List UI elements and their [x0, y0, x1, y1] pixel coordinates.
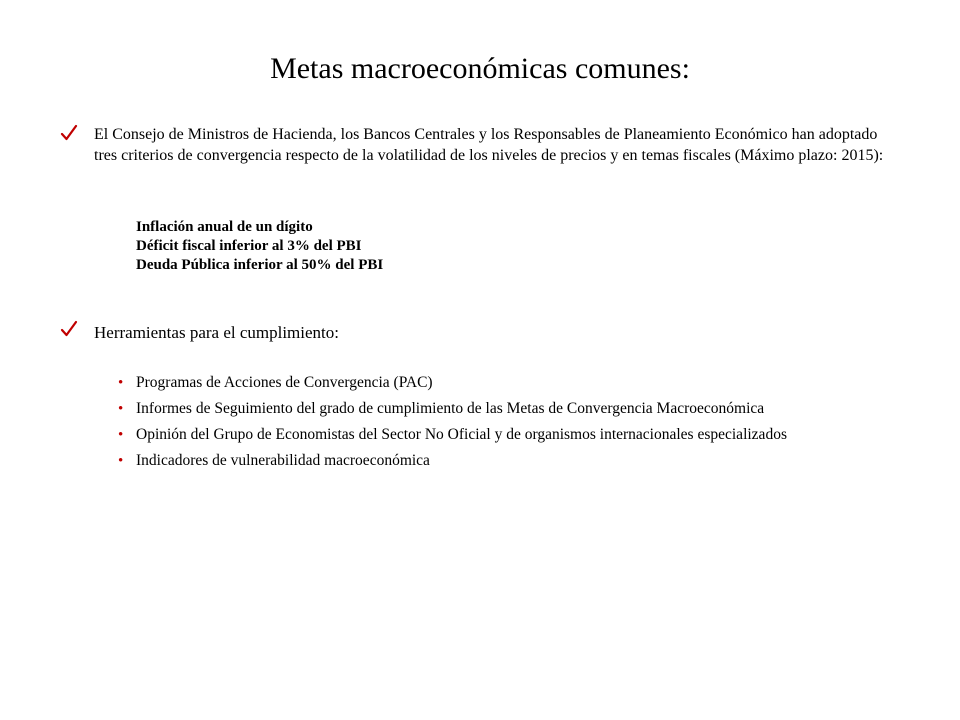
checkmark-icon [60, 124, 80, 144]
list-item [118, 425, 878, 445]
criteria-item: Inflación anual de un dígito [136, 219, 313, 235]
tools-list [118, 373, 878, 477]
tools-heading: Herramientas para el cumplimiento: [94, 323, 339, 342]
criteria-item: Deuda Pública inferior al 50% del PBI [136, 257, 384, 273]
bullet-dot-icon: • [118, 401, 124, 417]
criteria-list [136, 218, 383, 275]
checkmark-icon [60, 320, 80, 340]
criteria-item: Déficit fiscal inferior al 3% del PBI [136, 238, 362, 254]
list-item-text: Programas de Acciones de Convergencia (PAC) [136, 374, 433, 391]
list-item [118, 399, 878, 419]
list-item-text: Indicadores de vulnerabilidad macroeconómica [136, 452, 430, 469]
list-item [118, 451, 878, 471]
convergence-criteria-paragraph: El Consejo de Ministros de Hacienda, los Bancos Centrales y los Responsables de Planeamiento Económico han adoptado tres criterios de convergencia respecto de la volatilidad de los niveles de precios y en temas fiscales (Máximo plazo: 2015): [94, 126, 884, 164]
bullet-dot-icon: • [118, 453, 124, 469]
list-item-text: Opinión del Grupo de Economistas del Sector No Oficial y de organismos internacionales especializados [136, 426, 787, 443]
list-item-text: Informes de Seguimiento del grado de cumplimiento de las Metas de Convergencia Macroeconómica [136, 400, 765, 417]
slide-title: Metas macroeconómicas comunes: [270, 52, 690, 85]
bullet-dot-icon: • [118, 427, 124, 443]
bullet-dot-icon: • [118, 375, 124, 391]
list-item [118, 373, 878, 393]
